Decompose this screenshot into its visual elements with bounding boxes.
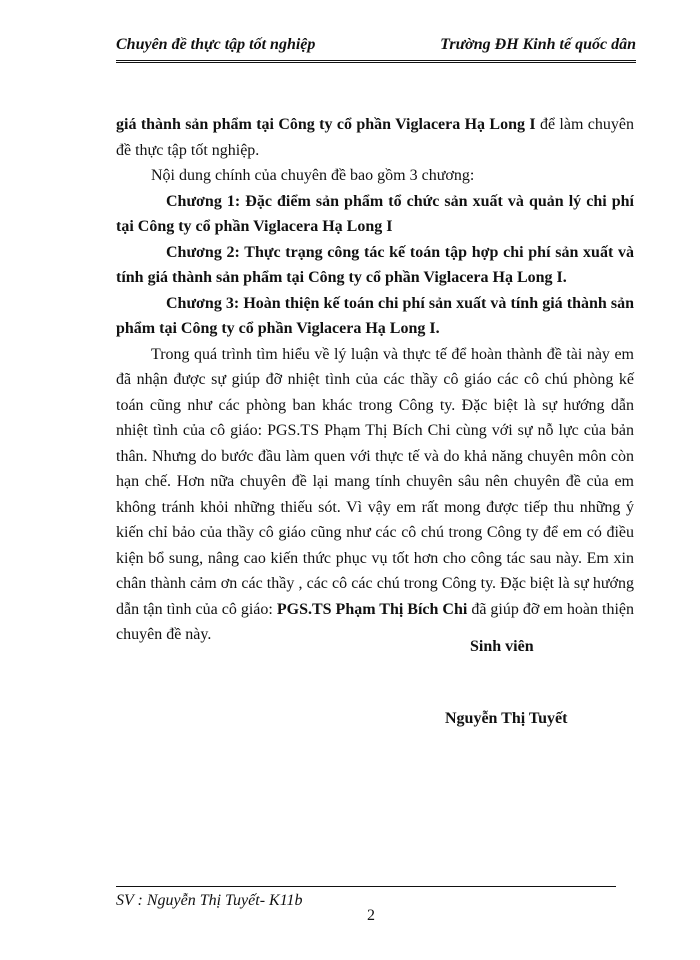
page-header bbox=[116, 32, 636, 63]
header-right-title: Trường ĐH Kinh tế quốc dân bbox=[440, 36, 636, 53]
chapter-1: Chương 1: Đặc điểm sản phẩm tổ chức sản xuất và quản lý chi phí tại Công ty cổ phần Viglacera Hạ Long I bbox=[116, 192, 634, 235]
intro-bold-text: giá thành sản phẩm tại Công ty cổ phần Viglacera Hạ Long I bbox=[116, 116, 536, 133]
signature-title: Sinh viên bbox=[470, 638, 534, 655]
header-left-title: Chuyên đề thực tập tốt nghiệp bbox=[116, 36, 316, 53]
contents-line: Nội dung chính của chuyên đề bao gồm 3 chương: bbox=[151, 167, 475, 184]
footer-student: SV : Nguyễn Thị Tuyết- K11b bbox=[116, 892, 303, 909]
intro-rest-text: để làm chuyên đề thực tập tốt nghiệp. bbox=[116, 116, 634, 159]
document-body bbox=[116, 112, 634, 648]
closing-text: Trong quá trình tìm hiểu về lý luận và thực tế để hoàn thành đề tài này em đã nhận được sự giúp đỡ nhiệt tình của các thầy cô giáo các cô chú phòng kế toán cũng như các phòng ban khác trong Công ty. Đặc biệt là sự hướng dẫn nhiệt tình của cô giáo: PGS.TS Phạm Thị Bích Chi cùng với sự nỗ lực của bản thân. Nhưng do bước đầu làm quen với thực tế và do khả năng chuyên môn còn hạn chế. Hơn nữa chuyên đề lại mang tính chuyên sâu nên chuyên đề của em không tránh khỏi những thiếu sót. Vì vậy em rất mong được tiếp thu những ý kiến chỉ bảo của thầy cô giáo cũng như các cô chú trong Công ty để em có điều kiện bổ sung, nâng cao kiến thức phục vụ tốt hơn cho công tác sau này. Em xin chân thành cảm ơn các thầy , các cô các chú trong Công ty. Đặc biệt là sự hướng dẫn tận tình của cô giáo: bbox=[116, 345, 634, 618]
chapter-3: Chương 3: Hoàn thiện kế toán chi phí sản xuất và tính giá thành sản phẩm tại Công ty cổ phần Viglacera Hạ Long I. bbox=[116, 294, 634, 337]
closing-bold-text: PGS.TS Phạm Thị Bích Chi bbox=[276, 600, 468, 618]
chapter-2: Chương 2: Thực trạng công tác kế toán tập hợp chi phí sản xuất và tính giá thành sản phẩm tại Công ty cổ phần Viglacera Hạ Long I. bbox=[116, 243, 634, 286]
signature-name: Nguyễn Thị Tuyết bbox=[445, 710, 568, 727]
page-number: 2 bbox=[367, 907, 375, 924]
intro-paragraph bbox=[116, 112, 634, 163]
closing-paragraph bbox=[116, 342, 634, 648]
closing-end-text: đã giúp đỡ em hoàn thiện chuyên đề này. bbox=[116, 600, 634, 643]
footer-divider bbox=[116, 886, 616, 887]
